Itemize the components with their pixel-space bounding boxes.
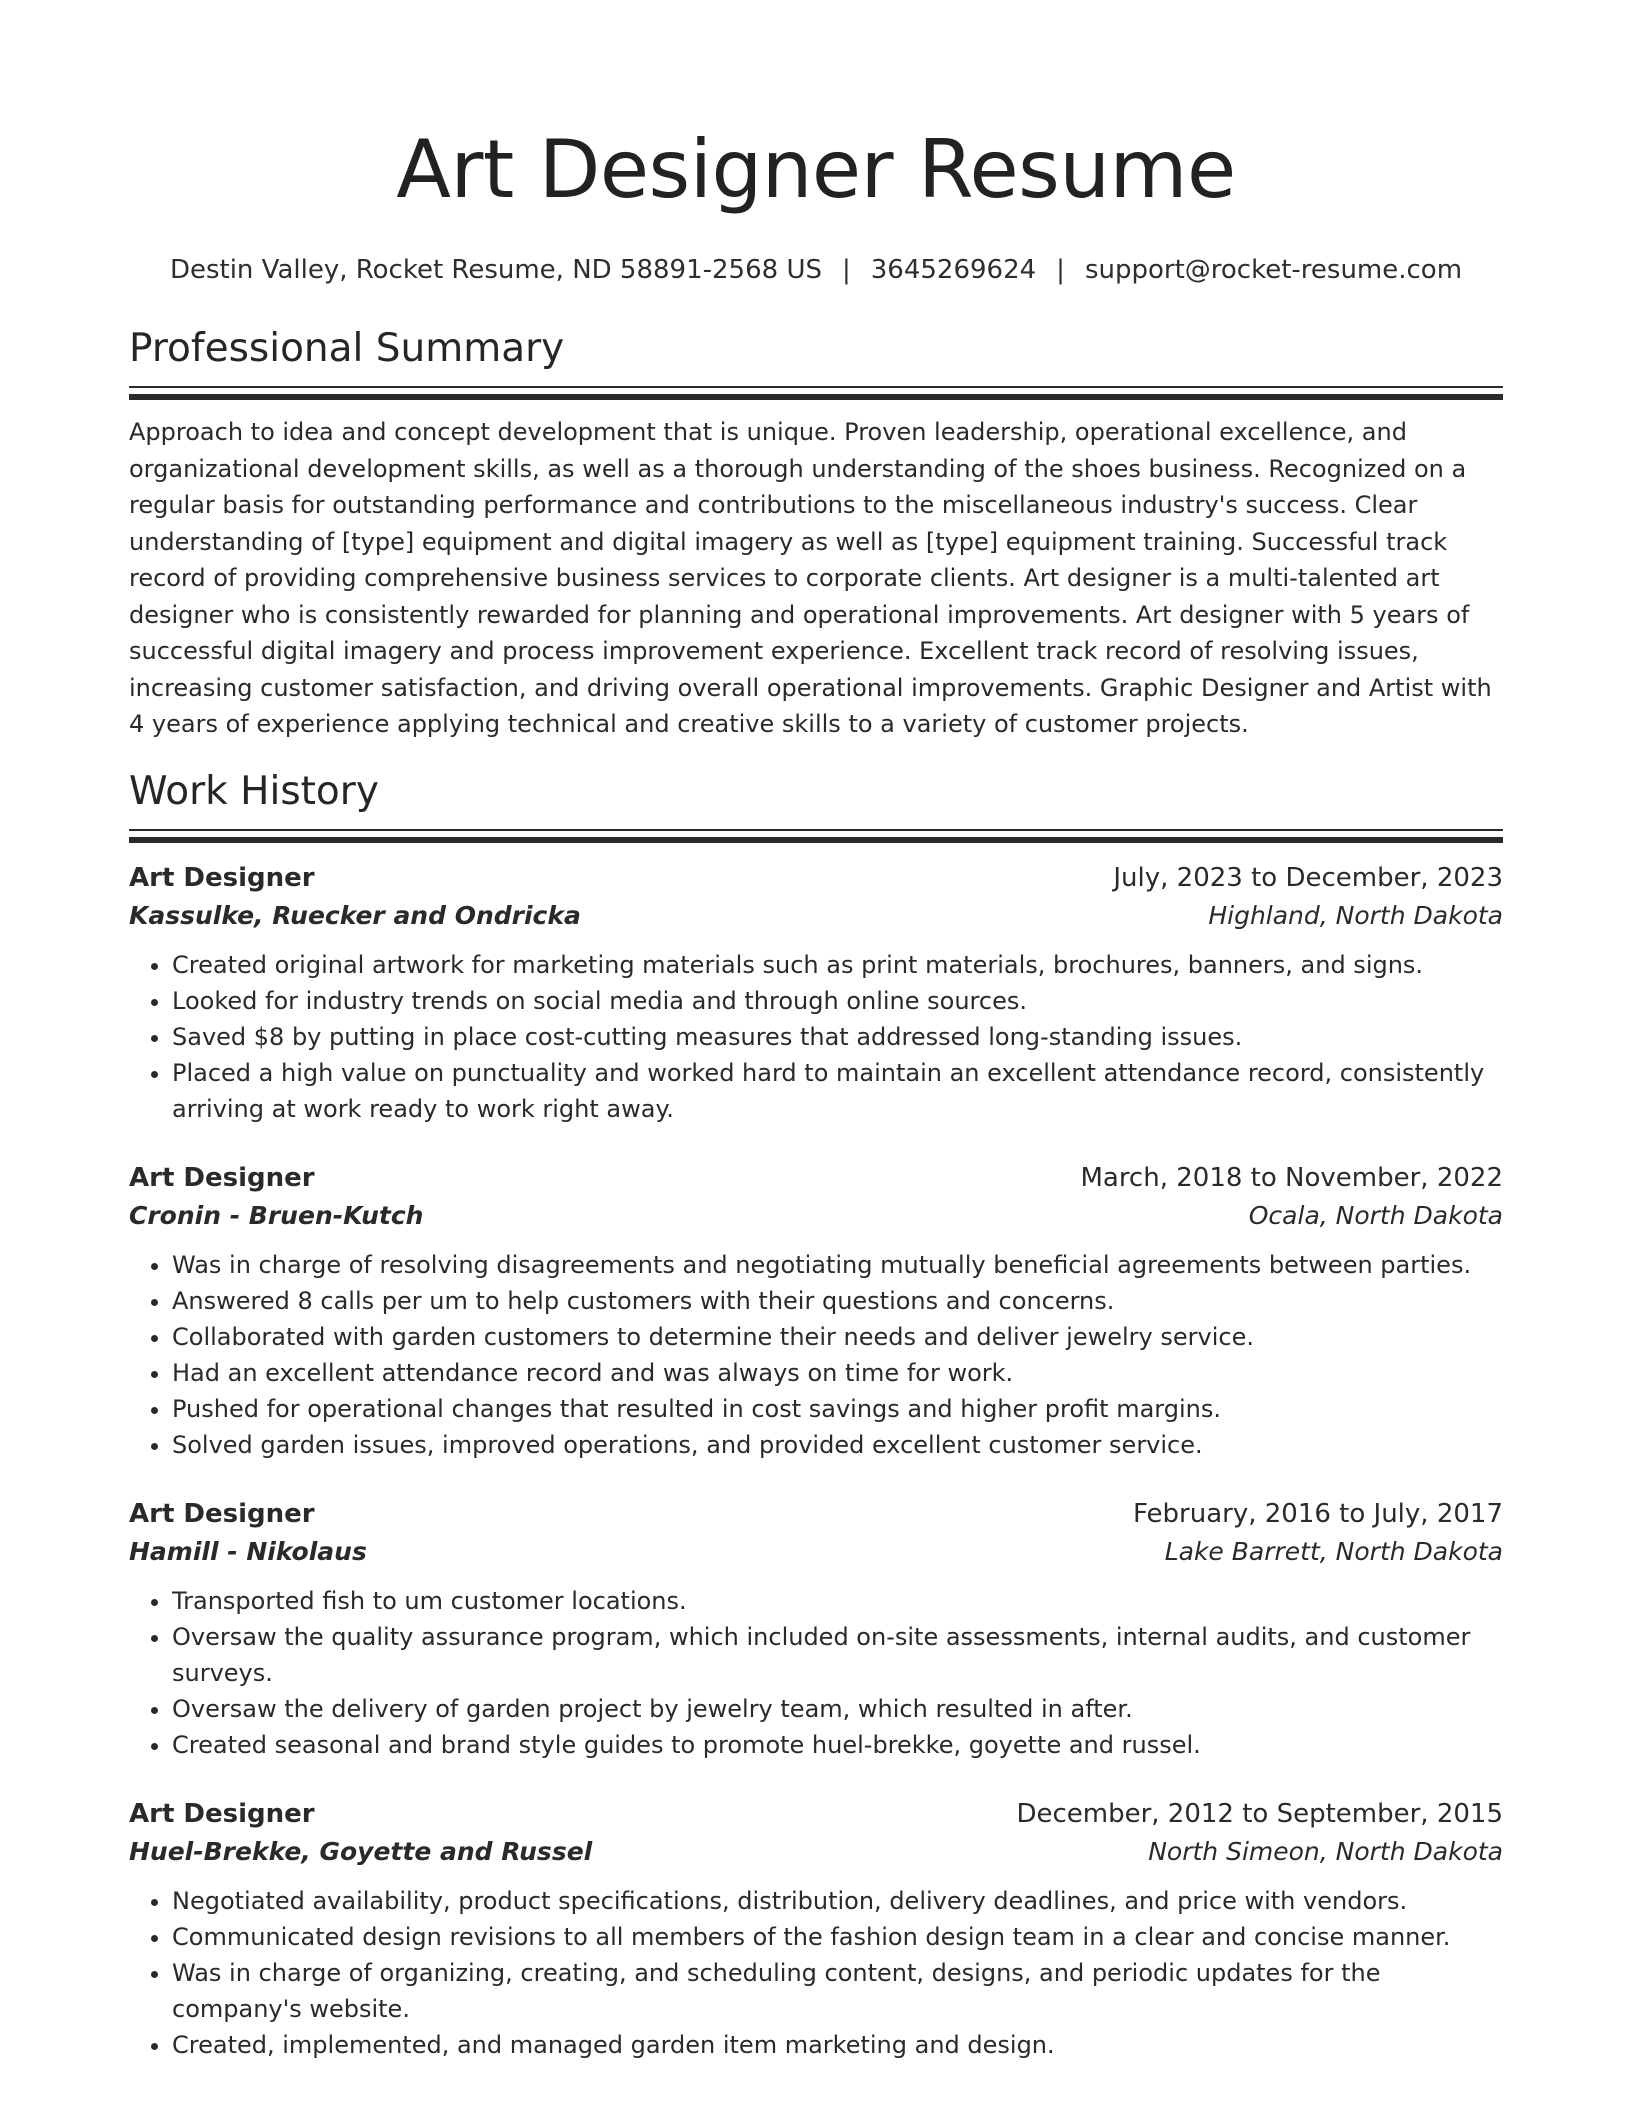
- contact-separator: |: [841, 255, 851, 285]
- contact-line: [129, 252, 1503, 288]
- job-bullet: • Looked for industry trends on social media and through online sources.: [172, 983, 1503, 1019]
- contact-address: Destin Valley, Rocket Resume, ND 58891-2568 US: [169, 255, 822, 285]
- job-bullet-list: [129, 947, 1503, 1127]
- job-entry: [129, 859, 1503, 1127]
- job-bullet: • Transported fish to um customer locations.: [172, 1583, 1503, 1619]
- job-entry: [129, 1795, 1503, 2063]
- contact-phone: 3645269624: [870, 255, 1037, 285]
- job-bullet: • Was in charge of organizing, creating, and scheduling content, designs, and periodic updates for the company's website.: [172, 1955, 1503, 2027]
- job-bullet: • Had an excellent attendance record and was always on time for work.: [172, 1355, 1503, 1391]
- job-bullet: • Collaborated with garden customers to determine their needs and deliver jewelry service.: [172, 1319, 1503, 1355]
- job-bullet: • Pushed for operational changes that resulted in cost savings and higher profit margins.: [172, 1391, 1503, 1427]
- resume-title: Art Designer Resume: [396, 123, 1236, 216]
- job-title: Art Designer: [129, 1498, 315, 1529]
- professional-summary-section: [129, 324, 1503, 743]
- job-bullet: • Saved $8 by putting in place cost-cutting measures that addressed long-standing issues.: [172, 1019, 1503, 1055]
- job-dates: July, 2023 to December, 2023: [1113, 862, 1503, 893]
- job-bullet: • Communicated design revisions to all members of the fashion design team in a clear and concise manner.: [172, 1919, 1503, 1955]
- job-bullet: • Answered 8 calls per um to help customers with their questions and concerns.: [172, 1283, 1503, 1319]
- job-company-row: [129, 1197, 1503, 1235]
- job-header-row: [129, 859, 1503, 897]
- job-bullet: • Was in charge of resolving disagreements and negotiating mutually beneficial agreements between parties.: [172, 1247, 1503, 1283]
- job-company-row: [129, 1533, 1503, 1571]
- job-bullet: • Solved garden issues, improved operations, and provided excellent customer service.: [172, 1427, 1503, 1463]
- job-bullet-list: [129, 1583, 1503, 1763]
- job-dates: March, 2018 to November, 2022: [1080, 1162, 1503, 1193]
- job-bullet: • Placed a high value on punctuality and worked hard to maintain an excellent attendance record, consistently arriving at work ready to work right away.: [172, 1055, 1503, 1127]
- job-bullet: • Created, implemented, and managed garden item marketing and design.: [172, 2027, 1503, 2063]
- job-location: Highland, North Dakota: [1208, 900, 1503, 930]
- job-entry: [129, 1495, 1503, 1763]
- work-history-section: [129, 767, 1503, 2063]
- job-bullet: • Negotiated availability, product specifications, distribution, delivery deadlines, and price with vendors.: [172, 1883, 1503, 1919]
- job-company-row: [129, 897, 1503, 935]
- job-bullet: • Oversaw the delivery of garden project by jewelry team, which resulted in after.: [172, 1691, 1503, 1727]
- job-header-row: [129, 1795, 1503, 1833]
- job-bullet: • Created original artwork for marketing materials such as print materials, brochures, banners, and signs.: [172, 947, 1503, 983]
- summary-text: Approach to idea and concept development that is unique. Proven leadership, operational excellence, and organizational development skills, as well as a thorough understanding of the shoes business. Recognized on a regular basis for outstanding performance and contributions to the miscellaneous industry's success. Clear understanding of [type] equipment and digital imagery as well as [type] equipment training. Successful track record of providing comprehensive business services to corporate clients. Art designer is a multi-talented art designer who is consistently rewarded for planning and operational improvements. Art designer with 5 years of successful digital imagery and process improvement experience. Excellent track record of resolving issues, increasing customer satisfaction, and driving overall operational improvements. Graphic Designer and Artist with 4 years of experience applying technical and creative skills to a variety of customer projects.: [129, 418, 1492, 738]
- job-company: Cronin - Bruen-Kutch: [129, 1200, 424, 1230]
- job-location: Ocala, North Dakota: [1248, 1200, 1503, 1230]
- job-header-row: [129, 1159, 1503, 1197]
- job-header-row: [129, 1495, 1503, 1533]
- job-bullet-list: [129, 1247, 1503, 1463]
- job-company: Hamill - Nikolaus: [129, 1536, 367, 1566]
- job-bullet: • Oversaw the quality assurance program, which included on-site assessments, internal audits, and customer surveys.: [172, 1619, 1503, 1691]
- job-bullet: • Created seasonal and brand style guides to promote huel-brekke, goyette and russel.: [172, 1727, 1503, 1763]
- job-dates: February, 2016 to July, 2017: [1133, 1498, 1503, 1529]
- job-location: Lake Barrett, North Dakota: [1164, 1536, 1503, 1566]
- job-entry: [129, 1159, 1503, 1463]
- section-divider: [129, 386, 1503, 400]
- job-title: Art Designer: [129, 1798, 315, 1829]
- job-company-row: [129, 1833, 1503, 1871]
- contact-separator: |: [1056, 255, 1065, 285]
- section-heading-work-history: Work History: [129, 768, 379, 814]
- job-company: Kassulke, Ruecker and Ondricka: [129, 900, 581, 930]
- job-title: Art Designer: [129, 1162, 315, 1193]
- section-divider: [129, 829, 1503, 843]
- section-heading-summary: Professional Summary: [129, 326, 565, 371]
- job-bullet-list: [129, 1883, 1503, 2063]
- job-dates: December, 2012 to September, 2015: [1016, 1798, 1503, 1829]
- job-title: Art Designer: [129, 862, 315, 893]
- job-location: North Simeon, North Dakota: [1148, 1836, 1503, 1866]
- contact-email: support@rocket-resume.com: [1084, 255, 1463, 285]
- job-company: Huel-Brekke, Goyette and Russel: [129, 1836, 593, 1866]
